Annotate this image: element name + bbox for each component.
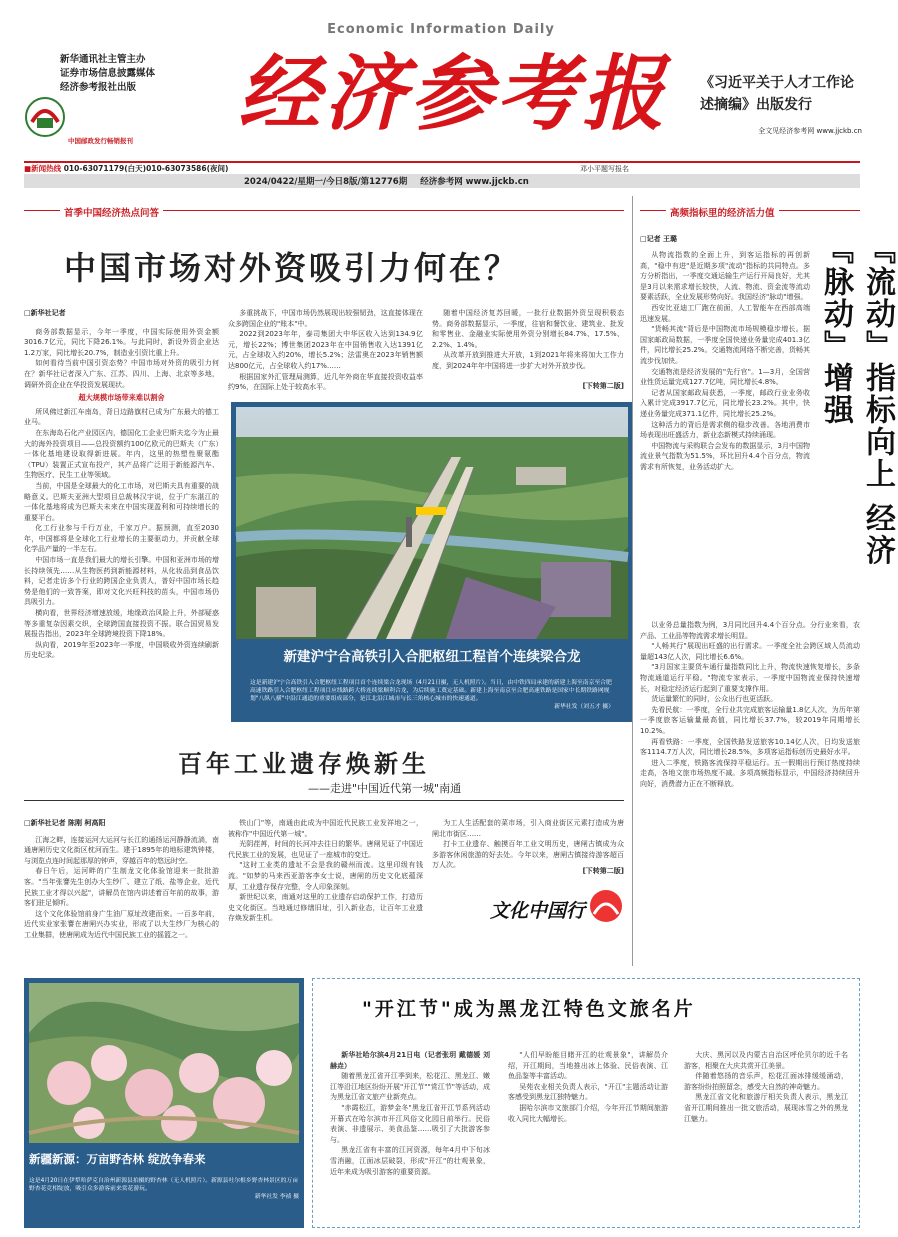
apricot-forest-photo <box>29 983 299 1143</box>
right-section-label: 高频指标里的经济活力值 <box>666 205 779 219</box>
lead-para: 在东海岛石化产业园区内，德国化工企业巴斯夫迄今为止最大的海外投资项目——总投资额约100亿欧元的巴斯夫（广东）一体化基地建设取得新进展。年内，这里的热塑性聚氨酯（TPU）装置正式宣布投产，其产品将广泛用于新能源汽车、生物医疗、民生工业等领域。 <box>24 428 219 480</box>
right-para: 货运量繁忙的同时，公众出行也更活跃。 <box>651 695 778 704</box>
industrial-continued[interactable]: [下转第二版] <box>582 867 624 875</box>
right-para: 先看民航：一季度，全行业共完成旅客运输量1.8亿人次，为历年第一季度旅客运输量最高值，同比增长37.7%，较2019年同期增长10.2%。 <box>640 705 860 735</box>
industrial-para: 这个文化体验馆前身广生油厂原址改建而来。一百多年前，近代实业家张謇在唐闸兴办实业，形成了以大生纱厂为核心的工业集群，使唐闸成为近代中国民族工业的摇篮之一。 <box>24 909 219 939</box>
dateline <box>244 175 529 187</box>
promo-sub[interactable]: 全文见经济参考网 www.jjckb.cn <box>758 127 862 135</box>
right-byline: □记者 王璐 <box>640 235 678 243</box>
lead-continued[interactable]: [下转第二版] <box>582 382 624 390</box>
culture-para: 黑龙江省文化和旅游厅相关负责人表示，黑龙江省开江期间推出一批文旅活动，展现冰雪之外的黑龙江魅力。 <box>684 1093 848 1123</box>
hotline-label: ■新闻热线 <box>24 164 62 173</box>
postal-label: 中国邮政发行畅销报刊 <box>68 137 133 145</box>
industrial-para: 春日午后，运河畔的广生制龙文化体验馆迎来一批批游客。"当年张謇先生创办大生纱厂、建立了纸、盐等企业，近代民族工业才得以兴起"，讲解员在馆内讲述着百年前的故事，游客们驻足倾听。 <box>24 867 219 908</box>
dateline-text: 2024/0422/星期一/今日8版/第12776期 <box>244 177 408 187</box>
culture-col-2 <box>508 1050 668 1222</box>
industrial-para: 新世纪以来，南通对这里的工业遗存启动保护工作，打造历史文化街区。当地通过修缮旧址，引入新业态，让百年工业遗存焕发新生机。 <box>228 893 423 923</box>
postal-badge <box>24 96 164 146</box>
publisher-line-1: 新华通讯社主管主办 <box>60 54 146 65</box>
right-para: 再看铁路：一季度，全国铁路发送旅客10.14亿人次，日均发送旅客1114.7万人次，同比增长28.5%，多项客运指标创历史最好水平。 <box>640 737 860 757</box>
english-name: Economic Information Daily <box>327 22 555 37</box>
industrial-rule <box>24 800 624 801</box>
right-para: 从物流指数的全面上升，到客运指标的再创新高，"稳中有进"是近期多项"流动"指标的共同特点。多方分析指出，一季度交通运输生产运行开局良好，尤其是3月以来需求增长较快，人流、物流、资金流等流动要素活跃，全业发展形势向好。我国经济"脉动"增强。 <box>640 251 810 302</box>
culture-para: "赤霞松江，游梦金冬"黑龙江省开江节系列活动开幕式在哈尔滨市开江风俗文化园日前举行。民俗表演、非遗展示、美食品鉴……吸引了大批游客参与。 <box>330 1103 490 1144</box>
lead-para: 随着中国经济复苏回暖，一批行业数据外资呈现积极态势。商务部数据显示，一季度，往宿和餐饮业、建筑业、批发和零售业、金融业实际使用外资分别增长84.7%、17.5%、2.2%、1.4%。 <box>432 309 624 349</box>
lead-para: 商务部数据显示，今年一季度，中国实际使用外资金额3016.7亿元，同比下降26.1%。与此同时，新设外资企业达1.2万家，同比增长20.7%，制造业引资比重上升。 <box>24 327 219 357</box>
industrial-para: 光阴荏苒，时间的长河冲去往日的繁华。唐闸见证了中国近代民族工业的发展，也见证了一座城市的变迁。 <box>228 840 423 859</box>
right-vertical-headline[interactable]: 『流动』指标向上 经济『脉动』增强 <box>818 234 895 567</box>
culture-logo <box>490 886 630 934</box>
postal-logo-icon <box>24 96 66 138</box>
bottom-photo-title[interactable]: 新疆新源：万亩野杏林 绽放争春来 <box>29 1152 206 1166</box>
newspaper-title: 经济参考报 <box>238 46 668 142</box>
culture-para: "人们早盼能目睹开江的壮观景象"，讲解员介绍，开江期间，当地推出冰上体验、民俗表演、江鱼品鉴等丰富活动。 <box>508 1051 668 1081</box>
industrial-para: 打卡工业遗存、触摸百年工业文明历史，唐闸古镇成为众多游客休闲旅游的好去处。今年以来，唐闸古镇接待游客超百万人次。 <box>432 840 624 870</box>
lead-section-label: 首季中国经济热点问答 <box>60 205 163 219</box>
lead-col-3 <box>432 308 624 384</box>
right-col-top <box>640 250 810 614</box>
hotline <box>24 163 228 174</box>
industrial-col-2 <box>228 818 423 978</box>
promo-box[interactable] <box>700 72 862 136</box>
industrial-para: 江海之畔，连接运河大运河与长江的通扬运河静静流淌，南通唐闸历史文化街区枕河而生。建于1895年的地标建筑钟楼，与浏览点连时间起那厚的钟声，穿越百年的悠远时空。 <box>24 835 219 865</box>
right-para: 西安比亚迪工厂跑在前面，人工智能车在西部高端迅速发展。 <box>640 303 810 323</box>
industrial-subtitle: ——走进"中国近代第一城"南通 <box>308 782 462 795</box>
lead-subhead: 超大规模市场带来难以割舍 <box>78 393 165 403</box>
culture-para: 据哈尔滨市文旅部门介绍，今年开江节期间旅游收入同比大幅增长。 <box>508 1103 668 1123</box>
bottom-photo-caption: 这是4月20日在伊犁哈萨克自治州新源县拍摄的野杏林（无人机照片）。新源县吐尔根乡野杏林景区的万亩野杏花竞相绽放，吸引众多游客前来赏花游玩。 <box>29 1178 299 1192</box>
industrial-para: "这时工业类的遗址不会是我的赣州而流。这里印级有钱流。"如梦的马来西亚游客李女士说，唐闸的历史文化底蕴深厚，工业遗存保存完整，令人印象深刻。 <box>228 861 423 891</box>
calligrapher-note: 邓小平题写报名 <box>580 165 629 173</box>
publisher-info <box>60 53 200 95</box>
lead-byline: □新华社记者 <box>24 309 66 317</box>
right-para: 记者从国家邮政局获悉，一季度，邮政行业业务收入累计完成3917.7亿元，同比增长23.2%。其中，快递业务量完成371.1亿件，同比增长25.2%。 <box>640 388 810 418</box>
industrial-col-1 <box>24 818 219 978</box>
lead-para: 当前，中国是全球最大的化工市场，对巴斯夫具有重要的战略意义。巴斯夫亚洲大型项目总裁林汉宇说，位于广东湛江的一体化基地将成为巴斯夫未来在中国实现盈利和可持续增长的重要平台。 <box>24 481 219 522</box>
culture-para: 吴苑农业相关负责人表示，"开江"主题活动让游客感受到黑龙江独特魅力。 <box>508 1082 668 1102</box>
industrial-para: 铁山门"等，南通由此成为中国近代民族工业发祥地之一，被称作"中国近代第一城"。 <box>228 819 423 838</box>
right-para: "3月国家主要货车通行量指数同比上升，物流快速恢复增长，多条物流通道运行平稳。"物流专家表示，一季度中国物流业保持快速增长，对稳定经济运行起到了重要支撑作用。 <box>640 663 860 693</box>
lead-para: 2022到2023年年，泰司集团大中华区收入达到134.9亿元，增长22%；博世集团2023年在中国销售收入达1391亿元，占全球收入约20%，增长5.2%；法雷奥在2023年销售额达800亿元，占全球收入约17%…… <box>228 330 423 370</box>
main-photo-credit: 新华社发（刘五才 摄） <box>554 704 614 710</box>
lead-para: 根据国家外汇管理局测算，近几年外商在华直接投资收益率约9%，在国际上处于较高水平。 <box>228 372 423 392</box>
main-photo-caption: 这是新建沪宁合高铁引入合肥枢纽工程项目首个连续梁合龙现场（4月21日摄，无人机照片）。当日，由中铁四局承建的新建上海至南京至合肥高速铁路引入合肥枢纽工程项目应线路跨大桥连续梁顺利合龙，为后续施工奠定基础。新建上海至南京至合肥高速铁路是国家中长期铁路网规划"八纵八横"中沿江通道的重要组成部分，是江北沿江城市与长三角核心城市的快速通道。 <box>250 680 612 702</box>
right-para: "货畅其流"背后是中国物流市场规模稳步增长。据国家邮政局数据，一季度全国快递业务量完成401.3亿件，同比增长25.2%。交通物流网络不断完善，货畅其流步伐加快。 <box>640 325 810 365</box>
culture-para: 黑龙江省有丰富的江河资源，每年4月中下旬冰雪消融，江面冰层破裂，形成"开江"的壮观景象，近年来成为吸引游客的重要资源。 <box>330 1146 490 1176</box>
culture-para: 伴随着悠扬的音乐声，松花江面冰排缓缓涌动，游客纷纷拍照留念，感受大自然的神奇魅力。 <box>684 1072 848 1091</box>
right-para: "人畅其行"展现出旺盛的出行需求。一季度全社会跨区域人员流动量超143亿人次，同比增长6.6%。 <box>640 642 860 661</box>
main-photo-title[interactable]: 新建沪宁合高铁引入合肥枢纽工程首个连续梁合龙 <box>283 649 581 665</box>
lead-para: 横向看，世界经济增速放缓，地缘政治风险上升，外部疑惑等多重复杂因素交织，全球跨国直接投资不振。联合国贸易发展报告指出，2023年全球跨境投资下降18%。 <box>24 609 219 639</box>
lead-para: 中国市场一直是我们最大的增长引擎。中国和亚洲市场的增长持续领先……从生物医药到新能源材料，从化妆品到食品饮料，记者走访多个行业的跨国企业负责人，普好中国市场长趋势是他们的一致答案，即对文化兴旺科技的苗头，中国市场仍具吸引力。 <box>24 556 219 607</box>
right-para: 交通物流是经济发展的"先行官"。1—3月，全国营业性货运量完成127.7亿吨，同比增长4.8%。 <box>640 367 810 387</box>
lead-para: 如何看待当前中国引资态势？中国市场对外资的吸引力何在？新华社记者深入广东、江苏、四川、上海、北京等多地，调研外资企业在华投资发展现状。 <box>24 359 219 389</box>
lead-para: 所风佛过新江车南岛，背日边路旗村已成为广东最大的德工业马。 <box>24 407 219 427</box>
industrial-byline: □新华社记者 陈刚 柯高阳 <box>24 819 106 827</box>
bottom-photo-credit: 新华社发 李祯 摄 <box>254 1194 299 1200</box>
lead-para: 化工行业参与千行万业，千家万户。据预测，直至2030年，中国都将是全球化工行业增长的主要驱动力，并贡献全球化学品产量的一半左右。 <box>24 524 219 554</box>
right-col-bottom <box>640 620 860 966</box>
lead-headline[interactable]: 中国市场对外资吸引力何在？ <box>64 249 520 287</box>
bottom-photo-frame <box>24 978 304 1228</box>
lead-para: 多重挑战下，中国市场仍然展现出较强韧劲，这直接体现在众多跨国企业的"账本"中。 <box>228 309 423 328</box>
right-para: 中国物流与采购联合会发布的数据显示，3月中国物流业景气指数为51.5%，环比回升4.4个百分点，物流需求有所恢复，业务活动扩大。 <box>640 441 810 471</box>
main-photo-frame <box>231 402 633 722</box>
right-para: 这种活力的背后是需求侧的稳步改善。各地消费市场表现出旺盛活力，新业态新模式持续涌现。 <box>640 420 810 440</box>
hotline-numbers: 010-63071179(白天)010-63073586(夜间) <box>63 164 229 173</box>
culture-byline: 新华社哈尔滨4月21日电（记者张玥 戴德媛 刘赫垚） <box>330 1051 490 1070</box>
culture-logo-text: 文化中国行 <box>490 900 586 922</box>
publisher-line-3: 经济参考报社出版 <box>60 82 137 93</box>
lead-col-2 <box>228 308 423 392</box>
website[interactable]: 经济参考网 www.jjckb.cn <box>420 177 529 187</box>
lead-col-1 <box>24 308 219 744</box>
industrial-headline[interactable]: 百年工业遗存焕新生 <box>178 750 430 778</box>
culture-para: 随着黑龙江省开江季到来，松花江、黑龙江、嫩江等沿江地区纷纷开展"开江节""赏江节"等活动，成为黑龙江省文旅产业新亮点。 <box>330 1072 490 1102</box>
culture-col-1 <box>330 1050 490 1222</box>
culture-headline[interactable]: "开江节"成为黑龙江特色文旅名片 <box>362 998 696 1020</box>
railway-aerial-photo <box>236 407 628 639</box>
culture-logo-icon <box>586 886 626 926</box>
right-vertical-headline-box[interactable] <box>814 234 895 614</box>
right-para: 以业务总量指数为例，3月同比回升4.4个百分点。分行业来看，农产品、工业品等物流需求增长明显。 <box>640 621 860 640</box>
culture-para: 大庆、黑河以及内蒙古自治区呼伦贝尔的近千名游客，相聚在大庆共赏开江美景。 <box>684 1051 848 1070</box>
promo-title[interactable]: 《习近平关于人才工作论述摘编》出版发行 <box>700 75 854 113</box>
publisher-line-2: 证券市场信息披露媒体 <box>60 68 156 79</box>
right-para: 进入二季度，铁路客流保持平稳运行。五一假期出行预订热度持续走高，各地文旅市场热度不减。多项高频指标显示，中国经济持续回升向好，消费潜力正在不断释放。 <box>640 758 860 788</box>
industrial-para: 为工人生活配套的菜市场，引入商业街区元素打造成为唐闸北市街区…… <box>432 819 624 838</box>
lead-para: 从改革开放到推进大开放，1到2021年将来将加大工作力度，到2024年年中国将进一步扩大对外开放步伐。 <box>432 351 624 370</box>
lead-para: 纵向看，2019年至2023年一季度，中国吸收外资连续刷新历史纪录。 <box>24 640 219 660</box>
right-column-divider <box>632 196 633 966</box>
culture-col-3 <box>684 1050 848 1222</box>
